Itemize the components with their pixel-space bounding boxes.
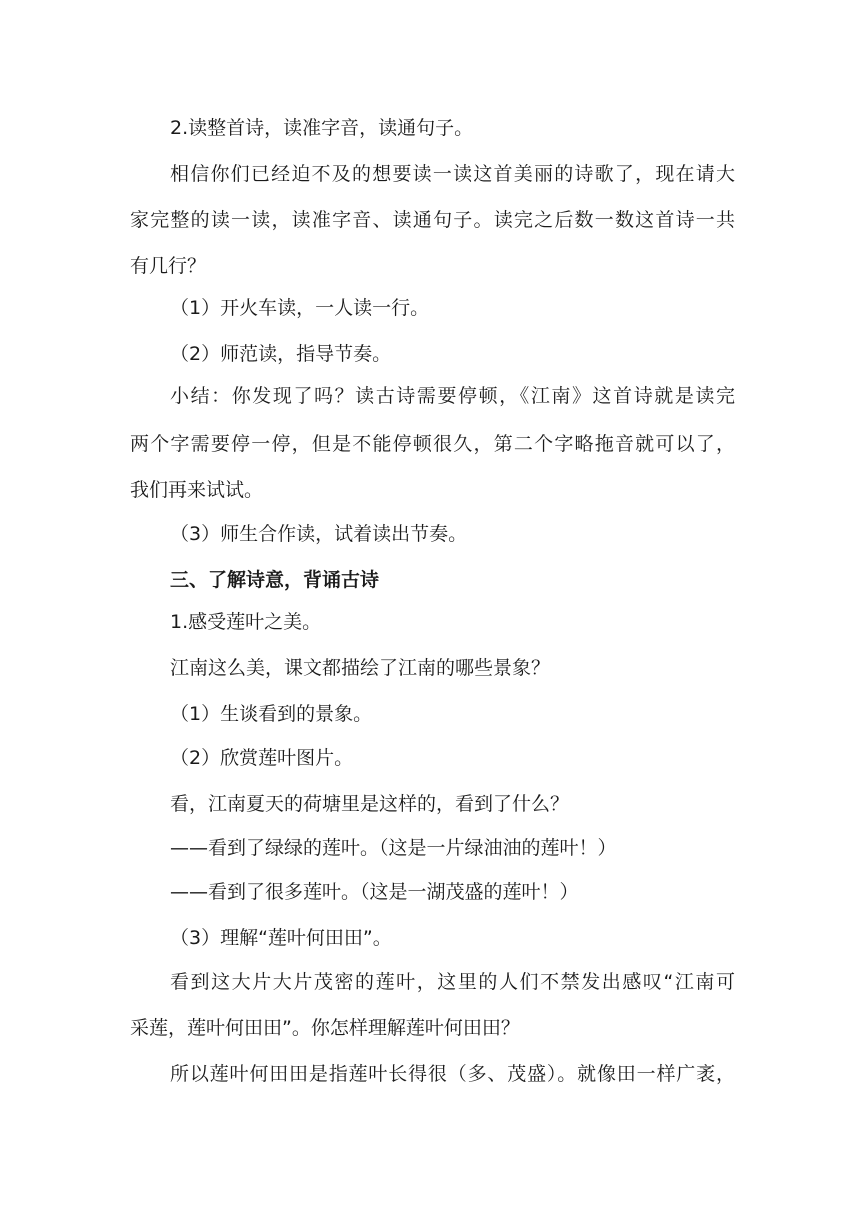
- paragraph-line: 所以莲叶何田田是指莲叶长得很（多、茂盛）。就像田一样广袤，: [170, 1063, 735, 1085]
- paragraph-line: 小结：你发现了吗？读古诗需要停顿，《江南》这首诗就是读完: [170, 385, 735, 407]
- list-item: （2）师范读，指导节奏。: [170, 343, 392, 365]
- section-heading: 三、了解诗意，背诵古诗: [170, 569, 380, 591]
- subsection-heading: 1.感受莲叶之美。: [170, 611, 322, 633]
- list-item: （2）欣赏莲叶图片。: [170, 747, 354, 769]
- paragraph-line: 采莲，莲叶何田田”。你怎样理解莲叶何田田？: [130, 1017, 520, 1039]
- paragraph-line: 家完整的读一读，读准字音、读通句子。读完之后数一数这首诗一共: [130, 209, 735, 231]
- list-item: （3）理解“莲叶何田田”。: [170, 927, 392, 949]
- paragraph-line: 看，江南夏天的荷塘里是这样的，看到了什么？: [170, 793, 570, 815]
- dialogue-line: ——看到了绿绿的莲叶。（这是一片绿油油的莲叶！）: [170, 837, 617, 859]
- list-item: （1）生谈看到的景象。: [170, 703, 373, 725]
- paragraph-line: 有几行？: [130, 255, 207, 277]
- section-step-read-whole-poem: 2.读整首诗，读准字音，读通句子。: [170, 117, 474, 139]
- dialogue-line: ——看到了很多莲叶。（这是一湖茂盛的莲叶！）: [170, 881, 579, 903]
- paragraph-line: 看到这大片大片茂密的莲叶，这里的人们不禁发出感叹“江南可: [170, 971, 735, 993]
- paragraph-line: 相信你们已经迫不及的想要读一读这首美丽的诗歌了，现在请大: [170, 163, 735, 185]
- paragraph-line: 两个字需要停一停，但是不能停顿很久，第二个字略拖音就可以了，: [130, 433, 735, 455]
- list-item: （1）开火车读，一人读一行。: [170, 297, 430, 319]
- list-item: （3）师生合作读，试着读出节奏。: [170, 523, 468, 545]
- paragraph-line: 江南这么美，课文都描绘了江南的哪些景象？: [170, 657, 551, 679]
- paragraph-line: 我们再来试试。: [130, 479, 264, 501]
